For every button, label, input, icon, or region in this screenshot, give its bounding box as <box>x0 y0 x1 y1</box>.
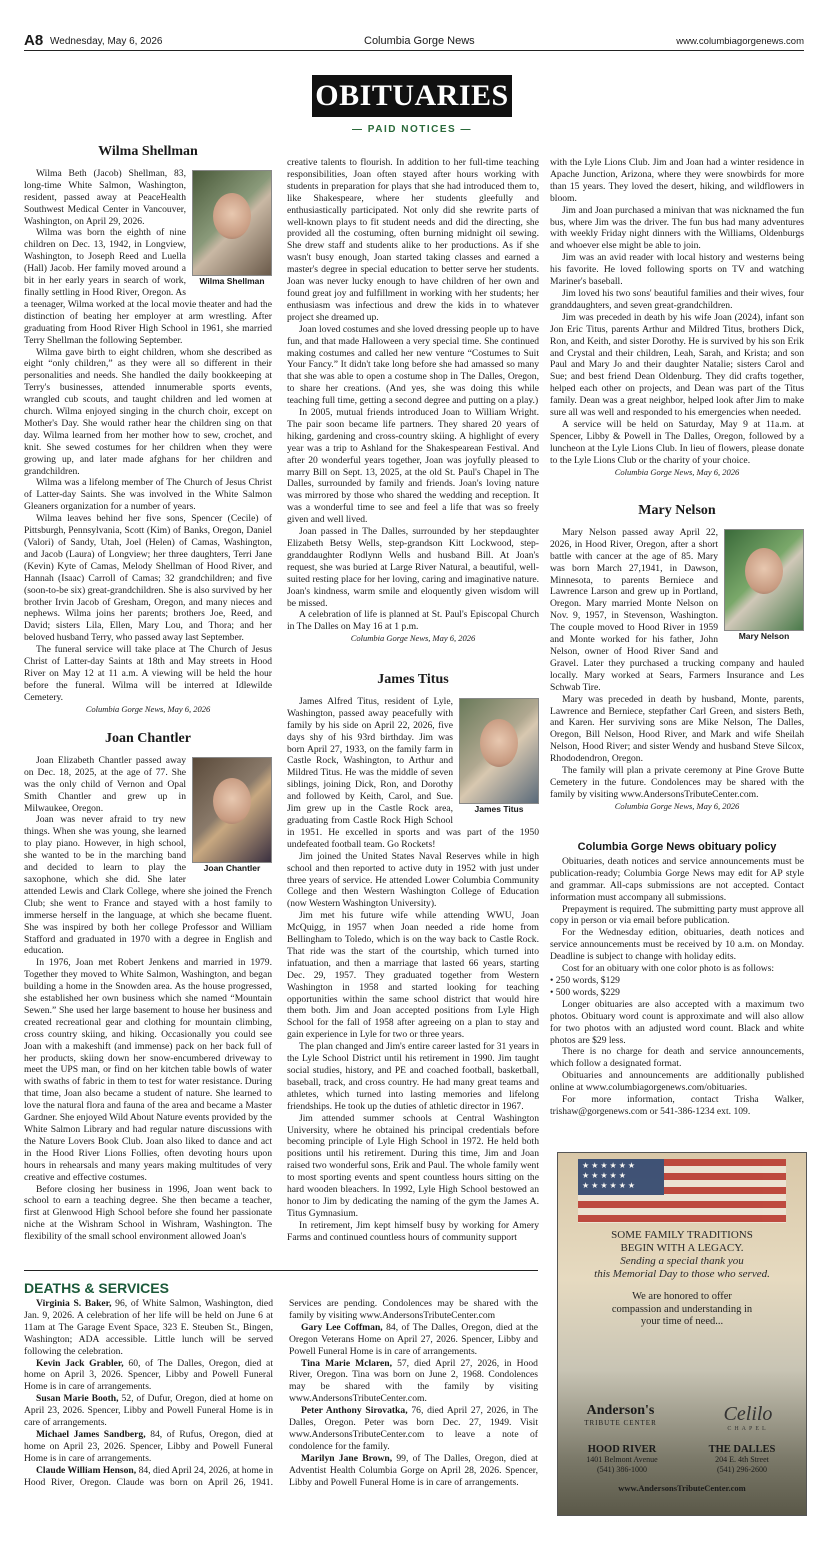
policy-heading: Columbia Gorge News obituary policy <box>577 841 777 853</box>
death-notice: Tina Marie Mclaren, 57, died April 27, 2026, in Hood River, Oregon. Tina was born on June 2, 1968. Condolences may be shared with the family by visiting www.AndersonsTributeCenter.com. <box>289 1357 538 1405</box>
publication-name: Columbia Gorge News <box>364 35 475 47</box>
paragraph: Obituaries and announcements are additionally published online at www.columbiagorgenews.com/obituaries. <box>550 1070 804 1094</box>
paragraph: Cost for an obituary with one color photo is as follows: <box>562 963 775 975</box>
paragraph: James Alfred Titus, resident of Lyle, Washington, passed away peacefully with family by his side on April 22, 2026, five days shy of his 93rd birthday. Jim was born April 27, 1933, on the family farm in Castle Rock, Washington, to Arthur and Mildred Titus. He was the middle of seven siblings, joining Dick, Ron, and Dorothy and followed by Keith, Carol, and Sue. Jim grew up in the Castle Rock area, graduating from Castle Rock High School in 1951. He excelled in sports and was part of the 1950 undefeated football team. Go Rockets! <box>287 695 539 850</box>
paragraph: Joan was never afraid to try new things. When she was young, she learned to play piano. However, in high school, she wanted to be in the marching band and decided to learn to play the saxophone, which she did. She later attended Lewis and Clark College, where she joined the French Club; she went to France and stayed with a host family to immerse herself in the language, at which she became fluent. She was inspired by both her college Professor and William Stafford and graduated in 1970 with a degree in English and education. <box>24 814 272 957</box>
paragraph: Wilma gave birth to eight children, whom she described as eight “only children,” as they were all so different in their personalities and needs. She handled the daily bookkeeping at Terry's businesses, attended innumerable sports events, wrangled cub scouts, and taught children and led women at church. Wilma enjoyed singing in the church choir, except on Mother's Day. She would rather hear the children sing on that day. Wilma learned from her mother how to sew, crochet, and knit. She sewed costumes for her children when they were growing up, and later made afghans for her children and grandchildren. <box>24 346 272 477</box>
location-hood-river: HOOD RIVER 1401 Belmont Avenue (541) 386-1000 <box>586 1444 658 1474</box>
paragraph: Longer obituaries are also accepted with a maximum two photos. Obituary word count is approximate and will also allow for two photos with an adjusted word count. Black and white photos are $29 less. <box>550 998 804 1046</box>
ad-message: We are honored to offer compassion and understanding in your time of need... <box>611 1291 753 1327</box>
credit-line: Columbia Gorge News, May 6, 2026 <box>614 466 740 477</box>
portrait-photo <box>192 757 272 863</box>
obit-nelson <box>550 505 804 813</box>
issue-date: Wednesday, May 6, 2026 <box>50 36 163 47</box>
paragraph: In 1976, Joan met Robert Jenkens and married in 1979. Together they moved to White Salmon, Washington, and began building a home in the Snowden area. As the house progressed, she established her own business which she named “Mountain Sewen.” She used her large basement to house her business and created recreational gear and clothing for mountain climbing, cross country skiing, and hiking. Occasionally you could see Joan with a makeshift (and immense) pack on her back full of her products, skiing down her snow-encumbered driveway to meet the UPS man, or find on her kitchen table bowls of water with swaths of fabric in them to test for water resistance. During that time, Joan also became a student of nature. She learned to love the natural flora and fauna of the area and became a Master Gardner. She enjoyed Wild About Nature events provided by the White Salmon Library and had regular nature discussions with the Nature Lovers Book Club. Joan also liked to dance and act in the Hood River Lions Follies, often devoting hours upon hours in rehearsals and many years making multitudes of very creative and effective costumes. <box>24 957 272 1183</box>
photo-block <box>459 698 539 816</box>
page-number: A8 <box>24 32 44 49</box>
obit-titus <box>287 674 539 1244</box>
death-notice: Kevin Jack Grabler, 60, of The Dalles, Oregon, died at home on April 3, 2026. Spencer, Libby and Powell Funeral Home is in care of arrangements. <box>24 1357 273 1393</box>
ad-website[interactable]: www.AndersonsTributeCenter.com <box>618 1483 746 1493</box>
site-url[interactable]: www.columbiagorgenews.com <box>676 36 804 47</box>
paragraph: Prepayment is required. The submitting party must approve all copy in person or via email before publication. <box>550 903 804 927</box>
death-notice: Claude William Henson, 84, died April 24, 2026, at home in Hood River, Oregon. Claude was born on April 26, 1941. Services are pending. Condolences may be shared with the family by visiting www.AndersonsTributeCenter.com <box>24 1298 538 1488</box>
paragraph: with the Lyle Lions Club. Jim and Joan had a winter residence in Apache Junction, Arizona, where they were snowbirds for more than 15 years. They loved the desert, hiking, and wildflowers in bloom. <box>550 157 804 204</box>
credit-line: Columbia Gorge News, May 6, 2026 <box>614 800 740 811</box>
portrait-photo <box>192 170 272 276</box>
photo-block <box>192 757 272 875</box>
celilo-logo: Celilo CHAPEL <box>723 1403 773 1432</box>
paragraph: There is no charge for death and service announcements, which follow a designated format. <box>550 1046 804 1070</box>
paragraph: A celebration of life is planned at St. Paul's Episcopal Church in The Dalles on May 16 at 1 p.m. <box>287 609 539 633</box>
obit-chantler-continued <box>287 157 539 645</box>
photo-caption: Wilma Shellman <box>199 275 265 286</box>
andersons-logo: Anderson's TRIBUTE CENTER <box>584 1403 657 1427</box>
obit-shellman <box>24 146 272 716</box>
paragraph: Wilma was born the eighth of nine children on Dec. 13, 1942, in Longview, Washington, to Joseph Reed and Luella (Hall) Jacob. Her family moved around a bit in her early years in search of work, finally settling in Hood River, Oregon. As a teenager, Wilma worked at the local movie theater and had the distinction of beating her employer at arm wrestling. After graduating from Hood River High School in 1961, she married Terry Shellman the following September. <box>24 227 272 346</box>
obit-name: James Titus <box>377 672 449 687</box>
death-notice: Susan Marie Booth, 52, of Dufur, Oregon, died at home on April 23, 2026. Spencer, Libby and Powell Funeral Home is in care of arrangements. <box>24 1393 273 1429</box>
paragraph: creative talents to flourish. In addition to her full-time teaching responsibilities, Joan often stayed after hours working with students in preparation for plays that she had introduced them to, like Shakespeare, where her students gleefully and enthusiastically participated. Not only did she rewrite parts of well-known plays to fit student needs and did the directing, she provided all the costuming, often burning midnight oil sewing. She drew staff and students alike to her productions. As if she wasn't busy enough, Joan started taking classes and earned a master's degree in special education to better serve her students. Joan was never lucky enough to have children of her own and found great joy and fulfillment in working with her students; her enthusiasm was infectious and drew the kids in to whatever project she dreamed up. <box>287 157 539 323</box>
ad-headline: SOME FAMILY TRADITIONS BEGIN WITH A LEGACY. Sending a special thank you this Memorial Day to those who served. <box>594 1229 770 1280</box>
paragraph: Jim attended summer schools at Central Washington University, where he obtained his principal credentials before becoming principle of Lyle High School in 1972. He held both positions until his retirement. During this time, Jim and Joan raised two wonderful sons, Erik and Paul. The whole family went to most sporting events and spent countless hours sitting on the hard wooden bleachers. In 1992, Lyle High School bestowed an honor to Jim by dedicating the naming of the gym the James A. Titus Gymnasium. <box>287 1112 539 1219</box>
photo-caption: James Titus <box>474 803 524 814</box>
header-rule <box>24 50 804 51</box>
paragraph: Joan passed in The Dalles, surrounded by her stepdaughter Elizabeth Betsy Wells, step-grandson Kitt Lockwood, step-granddaughter Rodlynn Wells and husband Bill. At Joan's request, she was buried at Large River Natural, a beautiful, well-suited resting place for her loving, caring and imaginative nature. Joan's kindness, warm smile and eloquently given wisdom will be missed. <box>287 526 539 609</box>
paragraph: The funeral service will take place at The Church of Jesus Christ of Latter-day Saints at 18th and May streets in Hood River on May 12 at 11 a.m. A viewing will be held the hour before the funeral. Wilma will be interred at Idlewilde Cemetery. <box>24 644 272 703</box>
paragraph: Jim joined the United States Naval Reserves while in high school and then reported to active duty in 1952 with just under three years of service. He attended Lower Columbia Community College and then Western Washington College of Education (now Western Washington University). <box>287 850 539 910</box>
death-notice: Peter Anthony Sirovatka, 76, died April 27, 2026, in The Dalles, Oregon. Peter was born Dec. 27, 1949. Visit www.AndersonsTributeCenter.com to leave a note of condolence for the family. <box>289 1405 538 1452</box>
death-notice: Marilyn Jane Brown, 99, of The Dalles, Oregon, died at Adventist Health Columbia Gorge on April 28, 2026. Spencer, Libby and Powell Funeral Home is in care of arrangements. <box>289 1452 538 1488</box>
death-notice: Gary Lee Coffman, 84, of The Dalles, Oregon, died at the Oregon Veterans Home on April 27, 2026. Spencer, Libby and Powell Funeral Home is in care of arrangements. <box>289 1321 538 1357</box>
photo-caption: Joan Chantler <box>203 862 261 873</box>
death-notice: Virginia S. Baker, 96, of White Salmon, Washington, died Jan. 9, 2026. A celebration of her life will be held on June 6 at 11am at The Garage Event Space, 323 E. Steuben St., Bingen, Washington; ADA accessible. Little lunch will be served following the celebration. <box>24 1298 273 1357</box>
photo-block <box>192 170 272 288</box>
paragraph: Jim met his future wife while attending WWU, Joan McQuigg, in 1957 when Joan needed a ride home from Bellingham to Toledo, which is on the way back to Castle Rock. That ride was the start of the courtship, which turned into infatuation, and then a marriage that lasted 66 years, starting Dec. 29, 1957. They graduated together from Western Washington in 1958 and started looking for teaching opportunities within the same school district that would hire them both. Jim and Joan accepted positions from Lyle High School for the fall of 1958 after agreeing on a plan to stay and gain experience in Lyle for two or three years. <box>287 910 539 1041</box>
paid-notices-label: — PAID NOTICES — <box>352 124 472 135</box>
paragraph: The plan changed and Jim's entire career lasted for 31 years in the Lyle School District until his retirement in 1990. Jim taught social studies, history, and PE and coached football, basketball, baseball, track, and cross country. He had many great teams and athletes, which turned into lasting memories and lifelong friendships. He took up the duties of athletic director in 1967. <box>287 1041 539 1112</box>
obituary-policy <box>550 842 804 1118</box>
credit-line: Columbia Gorge News, May 6, 2026 <box>85 703 211 714</box>
portrait-photo <box>459 698 539 804</box>
photo-block <box>724 529 804 643</box>
price-bullet: • 500 words, $229 <box>550 986 620 998</box>
paragraph: Joan Elizabeth Chantler passed away on Dec. 18, 2025, at the age of 77. She was the only child of Vernon and Opal Smith Chantler and grew up in Milwaukee, Oregon. <box>24 754 186 814</box>
paragraph: Obituaries, death notices and service announcements must be publication-ready; Columbia Gorge News may edit for AP style and grammar. All-caps submissions are not accepted. Contact information must accompany all submissions. <box>550 855 804 903</box>
paragraph: Before closing her business in 1996, Joan went back to school to earn a teaching degree. She then became a teacher, first at Glenwood High School before she found her passionate niche at the Wishram School in Wishram, Washington. The flexibility of the small school environment allowed Joan's <box>24 1183 272 1243</box>
obit-name: Joan Chantler <box>105 731 191 746</box>
funeral-home-ad[interactable] <box>557 1152 807 1516</box>
obit-chantler <box>24 733 272 1243</box>
paragraph: Jim was preceded in death by his wife Joan (2024), infant son Jon Eric Titus, parents Arthur and Mildred Titus, brothers Dick, Ron, and Keith, and sister Dorothy. He is survived by his son Erik and Crystal and their children, Leah, Sarah, and Krista; and son Paul and Mary Jo and their daughter Natalie; sisters Carol and Sue; and best friend Dean Oldenburg. They did crafts together, helped each other on projects, and Dean was part of the Titus family. Dean was a great neighbor, helped look after Jim to make sure all was well and responded to his emergencies when needed. <box>550 311 804 419</box>
death-notice: Michael James Sandberg, 84, of Rufus, Oregon, died at home on April 23, 2026. Spencer, Libby and Powell Funeral Home is in care of arrangements. <box>24 1428 273 1464</box>
paragraph: For more information, contact Trisha Walker, trishaw@gorgenews.com or 541-386-1234 ext. 109. <box>550 1094 804 1117</box>
deaths-services-list <box>24 1298 538 1489</box>
section-rule <box>24 1270 538 1271</box>
price-bullet: • 250 words, $129 <box>550 974 620 986</box>
location-the-dalles: THE DALLES 204 E. 4th Street (541) 296-2600 <box>708 1444 776 1474</box>
flag-image: ★★★★★★ ★★★★★ ★★★★★★ <box>578 1159 786 1223</box>
obit-titus-continued <box>550 157 804 478</box>
obit-name: Wilma Shellman <box>98 144 198 159</box>
credit-line: Columbia Gorge News, May 6, 2026 <box>350 633 476 644</box>
paragraph: Jim loved his two sons' beautiful families and their wives, four granddaughters, and seven great-grandchildren. <box>550 287 804 311</box>
deaths-services-heading: DEATHS & SERVICES <box>24 1280 169 1296</box>
photo-caption: Mary Nelson <box>738 630 790 641</box>
paragraph: Joan loved costumes and she loved dressing people up to have fun, and that made Halloween a very special time. She continued making costumes and called her new venture “Costumes to Suit Your Fancy.” It didn't take long before she had amassed so many that she was able to open a costume shop in The Dalles, Oregon, to share her creations. (And yes, she was doing this while teaching full time, getting a second degree and putting on a play.) <box>287 323 539 407</box>
paragraph: Mary Nelson passed away April 22, 2026, in Hood River, Oregon, after a short battle with cancer at the age of 85. Mary was born March 27,1941, in Dawson, Minnesota, to parents Berniece and Lawrence Larson and grew up in Portland, Oregon. Mary married Monte Nelson on Nov. 9, 1957, in Stevenson, Washington. The couple moved to Hood River in 1959 and Monte worked for his father, John Nelson, owner of Hood River Sand and Gravel. Later they purchased a trucking company and hauled locally. Mary worked at Sears, Farmers Insurance and Les Schwab Tire. <box>550 526 804 693</box>
paragraph: Wilma was a lifelong member of The Church of Jesus Christ of Latter-day Saints. She was involved in the White Salmon Gleaners organization for a number of years. <box>24 477 272 513</box>
paragraph: In 2005, mutual friends introduced Joan to William Wright. The pair soon became life partners. They shared 20 years of hiking, gardening and cross-country skiing. A highlight of every year was a trip to Ashland for the Shakespearean Festival. And after 20 wonderful years together, Joan was joyfully pleased to marry Bill on Sept. 13, 2025, at the old St. Paul's Chapel in The Dalles, surrounded by family and friends. Joan's loving nature was mirrored by those who shared the wedding and reception. It was a wonderful time to see and feel a life that was so freely given and well lived. <box>287 407 539 526</box>
paragraph: Wilma Beth (Jacob) Shellman, 83, long-time White Salmon, Washington, resident, passed away at PeaceHealth Southwest Medical Center in Vancouver, Washington, on April 29, 2026. <box>24 167 186 227</box>
paragraph: Wilma leaves behind her five sons, Spencer (Cecile) of Pittsburgh, Pennsylvania, Scott (Kim) of Banks, Oregon, Daniel (Valori) of Sandy, Utah, Joel (Helen) of Camas, Washington, and Jacob (Laura) of Longview; her three daughters, Terri Jane (Kevin) Kyte of Camas, Melody Shellman of Hood River, and Hannah (Isaac) Carroll of Camas; 32 grandchildren; and five (soon-to-be six) great-grandchildren. She is also survived by her brother Irvin Jacob of Gresham, Oregon, and many nieces and nephews. Wilma joins her parents; brothers Joe, Reed, and David; sisters Lila, Ellen, Mary Lou, and Thora; and her beloved husband Terry, who passed away last September. <box>24 513 272 644</box>
paragraph: Mary was preceded in death by husband, Monte, parents, Lawrence and Berniece, stepfather Carl Green, and sisters Beth, and Karen. Her surviving sons are Mike Nelson, The Dalles, Oregon, Bill Nelson, Hood River, and Mark and wife Sheilah Nelson, Hood River; and sister Wendy and husband Steve Silcox, Rhododendron, Oregon. <box>550 693 804 765</box>
paragraph: Jim was an avid reader with local history and westerns being his favorite. He loved following sports on TV and watching Mariner's baseball. <box>550 252 804 288</box>
obit-name: Mary Nelson <box>638 503 716 518</box>
paragraph: A service will be held on Saturday, May 9 at 11a.m. at Spencer, Libby & Powell in The Dalles, Oregon, followed by a luncheon at the Lyle Lions Club. In lieu of flowers, please donate to the Lyle Lions Club or the charity of your choice. <box>550 418 804 466</box>
section-banner: OBITUARIES <box>312 75 512 117</box>
paragraph: The family will plan a private ceremony at Pine Grove Butte Cemetery in the future. Condolences may be shared with the family by visiting www.AndersonsTributeCenter.com. <box>550 765 804 800</box>
portrait-photo <box>724 529 804 631</box>
paragraph: For the Wednesday edition, obituaries, death notices and service announcements must be received by 10 a.m. on Monday. Deadline is subject to change with holiday edits. <box>550 927 804 963</box>
page-header <box>24 32 804 52</box>
paragraph: Jim and Joan purchased a minivan that was nicknamed the fun bus, where Jim was the driver. The fun bus had many adventures with weekly Friday night dinners with the Williams, Oldenburgs and whoever else might be able to join. <box>550 204 804 252</box>
paragraph: In retirement, Jim kept himself busy by working for Amery Farms and continued countless hours of community support <box>287 1219 539 1243</box>
